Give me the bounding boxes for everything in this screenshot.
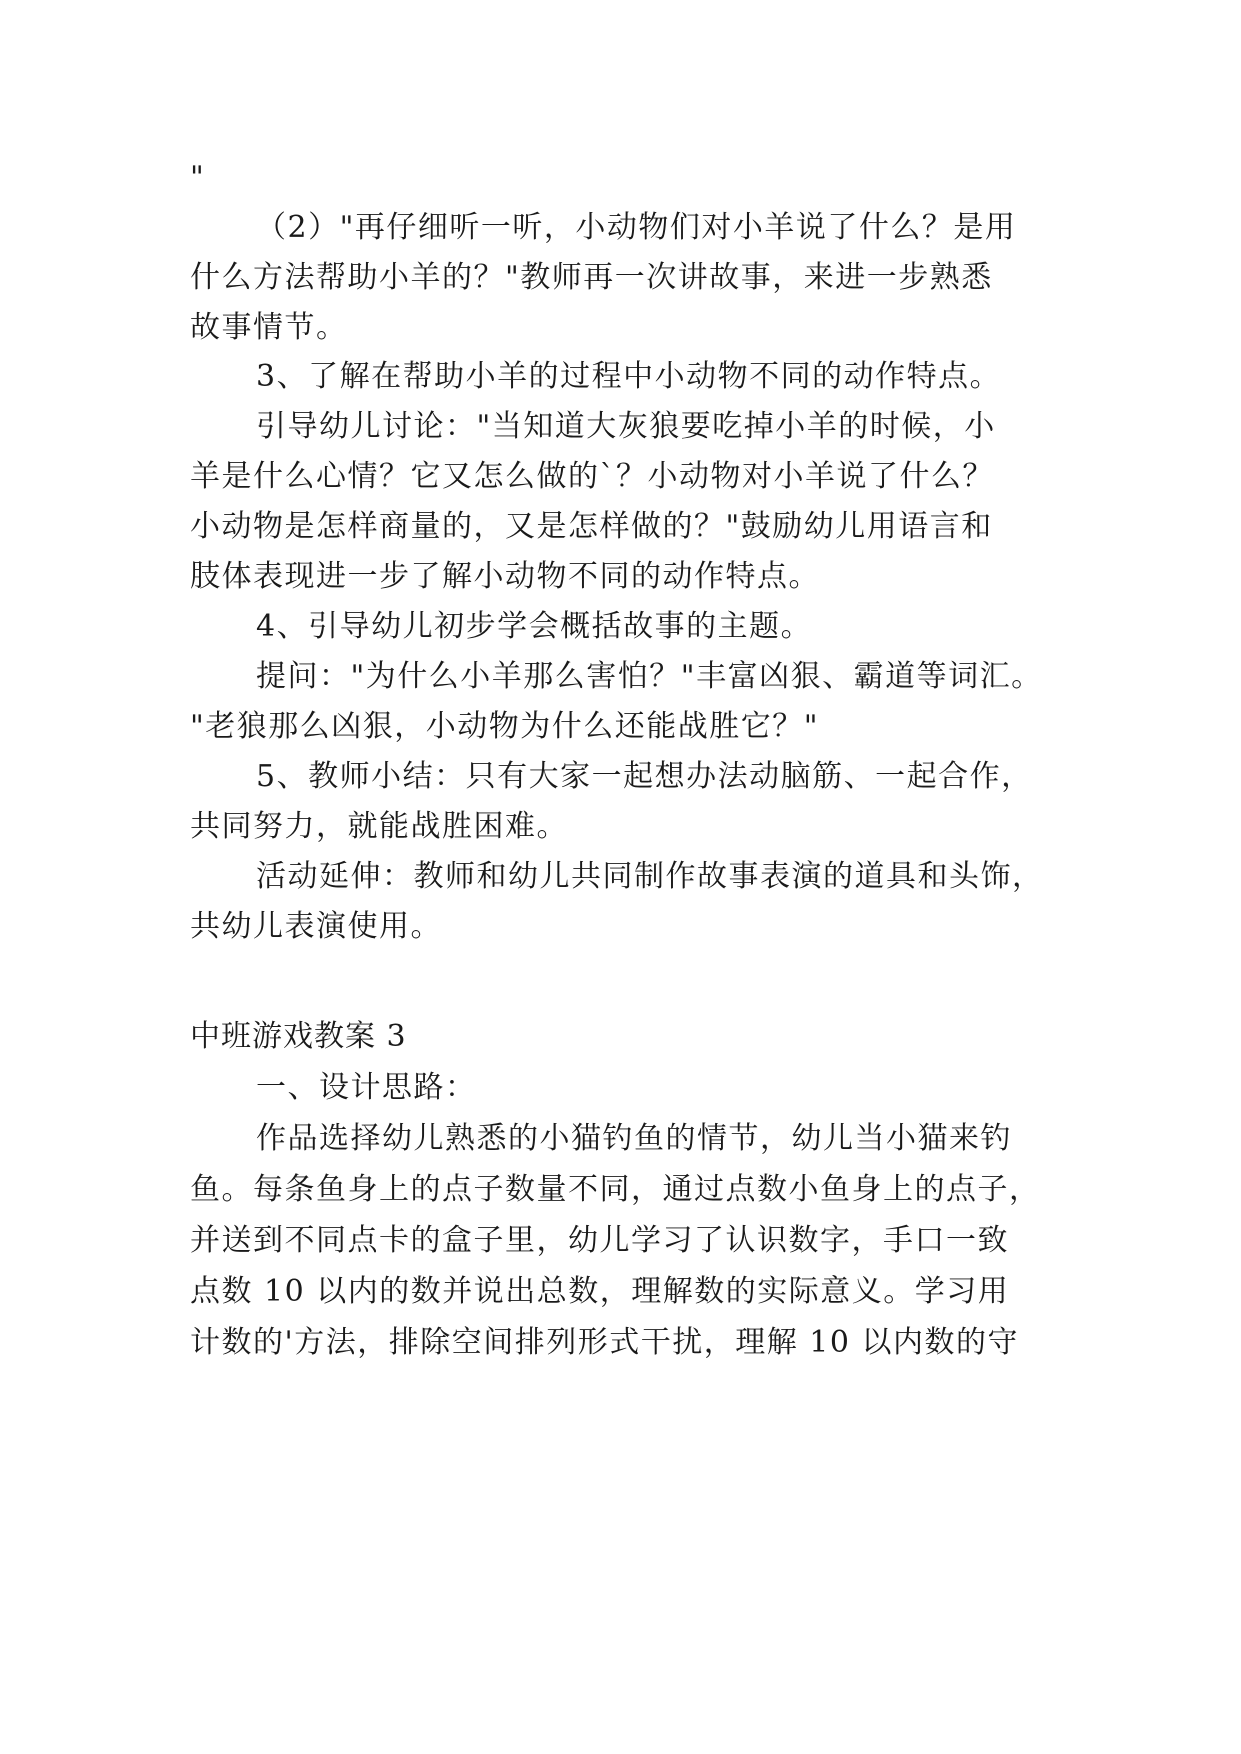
section-title: 中班游戏教案 3 xyxy=(190,1019,407,1054)
text-line: 共幼儿表演使用。 xyxy=(190,909,442,944)
text-line: 一、设计思路： xyxy=(256,1070,477,1105)
text-line: 作品选择幼儿熟悉的小猫钓鱼的情节，幼儿当小猫来钓 xyxy=(256,1121,1012,1156)
text-line: 并送到不同点卡的盒子里，幼儿学习了认识数字，手口一致 xyxy=(190,1223,1009,1258)
text-line: 共同努力，就能战胜困难。 xyxy=(190,809,568,844)
text-line: 提问："为什么小羊那么害怕？"丰富凶狠、霸道等词汇。 xyxy=(256,659,1043,694)
text-line: 活动延伸：教师和幼儿共同制作故事表演的道具和头饰， xyxy=(256,859,1044,894)
text-line: " xyxy=(190,160,206,195)
text-line: 3、了解在帮助小羊的过程中小动物不同的动作特点。 xyxy=(256,359,1002,394)
text-line: 引导幼儿讨论："当知道大灰狼要吃掉小羊的时候，小 xyxy=(256,409,996,444)
text-line: 小动物是怎样商量的，又是怎样做的？"鼓励幼儿用语言和 xyxy=(190,509,993,544)
text-line: 羊是什么心情？它又怎么做的`？小动物对小羊说了什么？ xyxy=(190,459,994,494)
text-line: 4、引导幼儿初步学会概括故事的主题。 xyxy=(256,609,813,644)
text-line: 肢体表现进一步了解小动物不同的动作特点。 xyxy=(190,559,820,594)
text-line: （2）"再仔细听一听，小动物们对小羊说了什么？是用 xyxy=(256,210,1017,245)
text-line: 什么方法帮助小羊的？"教师再一次讲故事，来进一步熟悉 xyxy=(190,260,993,295)
text-line: 计数的'方法，排除空间排列形式干扰，理解 10 以内数的守 xyxy=(190,1325,1019,1360)
text-line: 5、教师小结：只有大家一起想办法动脑筋、一起合作， xyxy=(256,759,1033,794)
text-line: 鱼。每条鱼身上的点子数量不同，通过点数小鱼身上的点子， xyxy=(190,1172,1041,1207)
text-line: "老狼那么凶狠，小动物为什么还能战胜它？" xyxy=(190,709,820,744)
text-line: 点数 10 以内的数并说出总数，理解数的实际意义。学习用 xyxy=(190,1274,1010,1309)
text-line: 故事情节。 xyxy=(190,310,348,345)
